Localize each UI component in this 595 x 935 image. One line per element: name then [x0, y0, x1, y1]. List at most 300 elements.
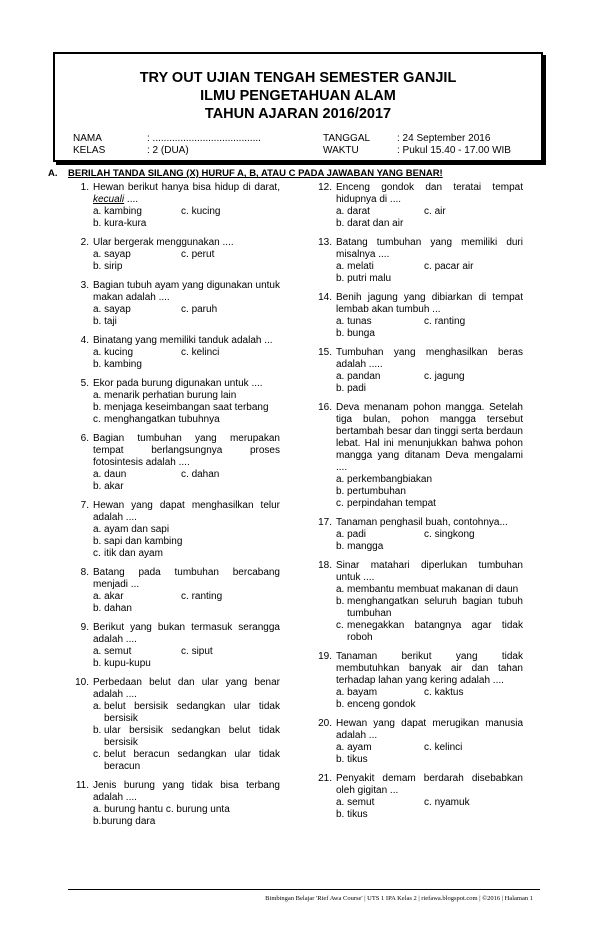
option-text: ranting — [434, 316, 466, 327]
question-number: 17. — [318, 517, 332, 528]
question-stem — [313, 347, 523, 371]
option-c[interactable] — [336, 498, 523, 510]
option-text: padi — [347, 529, 367, 540]
option-label: a. — [336, 742, 348, 753]
option-c[interactable] — [93, 414, 280, 426]
question-text-part: .... — [124, 194, 139, 205]
option-c[interactable] — [424, 529, 475, 541]
option-b[interactable] — [336, 218, 403, 230]
option-text: kupu-kupu — [104, 658, 151, 669]
option-row — [93, 481, 280, 493]
question-stem — [70, 622, 280, 646]
option-label: b. — [93, 536, 102, 547]
question-item — [70, 780, 280, 828]
answer-options — [313, 584, 523, 644]
option-text: pacar air — [434, 261, 474, 272]
option-label: c. — [336, 620, 344, 631]
answer-options — [313, 371, 523, 395]
option-label: b. — [336, 486, 345, 497]
option-text: darat — [347, 206, 370, 217]
option-text: tunas — [347, 316, 372, 327]
question-text: Berikut yang bukan termasuk serangga adalah .... — [93, 622, 280, 645]
option-text: perkembangbiakan — [347, 474, 433, 485]
option-label: b. — [336, 383, 348, 394]
option-row — [336, 809, 523, 821]
question-number: 12. — [318, 182, 332, 193]
option-text: menegakkan batangnya agar tidak roboh — [347, 620, 523, 643]
option-c[interactable] — [93, 749, 280, 773]
option-label: b. — [336, 218, 348, 229]
question-number: 9. — [80, 622, 89, 633]
option-text: paruh — [191, 304, 218, 315]
tanggal-value: : 24 September 2016 — [397, 133, 491, 144]
question-text: Batang pada tumbuhan bercabang menjadi ... — [93, 567, 280, 590]
question-stem — [313, 560, 523, 584]
option-row — [336, 273, 523, 285]
option-row — [93, 206, 280, 218]
option-label: c. — [181, 646, 192, 657]
option-b[interactable] — [93, 536, 280, 548]
option-label: b. — [93, 261, 105, 272]
option-label: c. — [424, 687, 435, 698]
option-text: akar — [104, 591, 124, 602]
option-label: b. — [336, 541, 348, 552]
option-text: itik dan ayam — [104, 548, 163, 559]
question-number: 5. — [80, 378, 89, 389]
option-row — [93, 603, 280, 615]
option-text: melati — [347, 261, 374, 272]
question-number: 1. — [80, 182, 89, 193]
option-c[interactable] — [336, 620, 523, 644]
option-a[interactable] — [336, 474, 523, 486]
question-text: Tanaman penghasil buah, contohnya... — [336, 517, 508, 528]
option-b[interactable] — [93, 218, 146, 230]
option-text: perpindahan tempat — [347, 498, 436, 509]
question-item — [70, 500, 280, 560]
option-text: pertumbuhan — [347, 486, 406, 497]
option-text: kucing — [104, 347, 134, 358]
option-row — [336, 316, 523, 328]
option-a[interactable] — [93, 646, 181, 658]
question-item — [313, 402, 523, 510]
option-text: ular bersisik sedangkan belut tidak bersisik — [104, 725, 280, 748]
option-label: a. — [336, 261, 348, 272]
option-row — [336, 371, 523, 383]
question-text: Hewan yang dapat merugikan manusia adalah ... — [336, 718, 523, 741]
option-label: b. — [336, 328, 348, 339]
option-text: kura-kura — [104, 218, 147, 229]
option-label: a. — [93, 304, 105, 315]
answer-options — [70, 206, 280, 230]
question-number: 10. — [75, 677, 89, 688]
question-text: Benih jagung yang dibiarkan di tempat lembab akan tumbuh ... — [336, 292, 523, 315]
option-text: membantu membuat makanan di daun — [347, 584, 519, 595]
option-c[interactable] — [181, 469, 219, 481]
section-instruction — [48, 168, 443, 180]
option-label: a. — [336, 474, 345, 485]
question-item — [313, 292, 523, 340]
question-item — [70, 237, 280, 273]
option-text: belut beracun sedangkan ular tidak beracun — [104, 749, 280, 772]
option-a[interactable] — [93, 469, 181, 481]
option-label: c. — [181, 591, 192, 602]
option-label: b. — [93, 481, 105, 492]
option-b[interactable] — [93, 658, 151, 670]
option-row — [93, 359, 280, 371]
question-text: Tumbuhan yang menghasilkan beras adalah ..... — [336, 347, 523, 370]
option-row — [336, 754, 523, 766]
option-label: a. — [93, 524, 102, 535]
question-stem — [70, 182, 280, 206]
question-item — [70, 335, 280, 371]
answer-options — [70, 469, 280, 493]
option-label: b. — [336, 754, 348, 765]
option-b[interactable] — [336, 754, 368, 766]
option-b[interactable] — [336, 699, 416, 711]
option-label: a. — [336, 584, 345, 595]
option-label: a. — [336, 371, 348, 382]
option-text: singkong — [434, 529, 475, 540]
option-label: a. — [336, 687, 348, 698]
option-text: jagung — [434, 371, 465, 382]
footer-divider — [68, 889, 540, 890]
option-label: b. — [336, 596, 345, 607]
option-b[interactable] — [336, 809, 368, 821]
option-text: ranting — [191, 591, 223, 602]
option-label: c. — [181, 206, 192, 217]
option-c[interactable] — [424, 371, 465, 383]
question-item — [70, 567, 280, 615]
option-label: b. — [93, 603, 105, 614]
option-text: mangga — [347, 541, 384, 552]
option-b[interactable] — [93, 603, 132, 615]
option-a[interactable] — [336, 797, 424, 809]
option-text: kambing — [104, 359, 142, 370]
header-box — [53, 52, 543, 162]
option-a[interactable] — [336, 687, 424, 699]
option-a[interactable] — [336, 529, 424, 541]
option-row — [93, 304, 280, 316]
question-text: Perbedaan belut dan ular yang benar adalah .... — [93, 677, 280, 700]
answer-options — [313, 261, 523, 285]
option-b[interactable] — [336, 383, 366, 395]
option-a[interactable] — [336, 371, 424, 383]
option-text: taji — [104, 316, 117, 327]
answer-options — [313, 474, 523, 510]
option-a[interactable] — [336, 742, 424, 754]
option-text: pandan — [347, 371, 381, 382]
option-text: belut bersisik sedangkan ular tidak bersisik — [104, 701, 280, 724]
option-label: c. — [424, 742, 435, 753]
question-stem — [313, 773, 523, 797]
option-c[interactable] — [424, 742, 462, 754]
option-text: tikus — [347, 754, 368, 765]
option-a[interactable] — [336, 584, 523, 596]
option-c[interactable] — [181, 206, 220, 218]
answer-options — [70, 390, 280, 426]
option-row — [336, 383, 523, 395]
question-item — [70, 182, 280, 230]
option-label: c. — [181, 304, 192, 315]
nama-field[interactable]: : ....................................... — [147, 133, 261, 144]
option-c[interactable] — [424, 261, 473, 273]
question-stem — [70, 237, 280, 249]
question-text: Ekor pada burung digunakan untuk .... — [93, 378, 263, 389]
option-b[interactable] — [336, 486, 523, 498]
option-label: a. — [93, 390, 102, 401]
option-b[interactable] — [93, 816, 280, 828]
option-a[interactable] — [93, 249, 181, 261]
option-a[interactable] — [336, 316, 424, 328]
answer-options — [313, 797, 523, 821]
question-stem — [313, 237, 523, 261]
option-a[interactable] — [336, 261, 424, 273]
option-row — [93, 218, 280, 230]
answer-options — [313, 529, 523, 553]
question-text — [93, 182, 280, 206]
option-label: c. — [424, 371, 435, 382]
answer-options — [70, 524, 280, 560]
option-row — [336, 742, 523, 754]
option-c[interactable] — [181, 591, 222, 603]
option-c[interactable] — [181, 249, 214, 261]
option-text: menghangatkan tubuhnya — [104, 414, 220, 425]
option-row — [336, 699, 523, 711]
option-a[interactable] — [93, 390, 280, 402]
option-text: sirip — [104, 261, 123, 272]
option-b[interactable] — [93, 481, 124, 493]
question-number: 3. — [80, 280, 89, 291]
question-text: Deva menanam pohon mangga. Setelah tiga bulan, pohon mangga tersebut bertambah besar dan tinggi serta berdaun lebat. Hal ini menunjukkan bahwa pohon mangga yang ditanam Deva mengalami .... — [336, 402, 523, 473]
option-text: ayam — [347, 742, 372, 753]
question-item — [313, 651, 523, 711]
option-text: perut — [191, 249, 215, 260]
answer-options — [70, 249, 280, 273]
option-row — [93, 658, 280, 670]
question-item — [70, 622, 280, 670]
tanggal-label: TANGGAL — [323, 133, 371, 144]
option-text: akar — [104, 481, 124, 492]
question-item — [70, 677, 280, 773]
question-stem — [70, 677, 280, 701]
option-c[interactable] — [424, 797, 470, 809]
question-number: 19. — [318, 651, 332, 662]
option-b[interactable] — [336, 273, 391, 285]
option-label: b. — [336, 273, 348, 284]
answer-options — [313, 316, 523, 340]
option-label: b. — [93, 316, 105, 327]
question-text: Sinar matahari diperlukan tumbuhan untuk .... — [336, 560, 523, 583]
subject-title: ILMU PENGETAHUAN ALAM — [200, 88, 396, 104]
option-label: c. — [93, 749, 101, 760]
option-text: darat dan air — [347, 218, 404, 229]
question-item — [313, 517, 523, 553]
option-c[interactable] — [181, 646, 213, 658]
question-text-emphasis: kecuali — [93, 194, 125, 205]
question-text: Penyakit demam berdarah disebabkan oleh gigitan ... — [336, 773, 523, 796]
question-item — [70, 378, 280, 426]
question-text: Ular bergerak menggunakan .... — [93, 237, 234, 248]
option-text: semut — [347, 797, 375, 808]
answer-options — [313, 206, 523, 230]
option-label: a. — [336, 206, 348, 217]
option-text: sayap — [104, 304, 131, 315]
answer-options — [70, 304, 280, 328]
answer-options — [313, 742, 523, 766]
option-row — [336, 541, 523, 553]
answer-options — [70, 701, 280, 773]
option-row — [93, 261, 280, 273]
answer-options — [70, 591, 280, 615]
option-text: tikus — [347, 809, 368, 820]
option-text: semut — [104, 646, 132, 657]
option-a[interactable] — [336, 206, 424, 218]
option-label: a. — [93, 249, 105, 260]
question-item — [313, 560, 523, 644]
option-row[interactable]: a. burung hantu c. burung unta — [93, 804, 230, 815]
option-row — [93, 591, 280, 603]
option-text: kaktus — [434, 687, 464, 698]
question-stem — [70, 500, 280, 524]
option-label: b. — [336, 699, 348, 710]
waktu-value: : Pukul 15.40 - 17.00 WIB — [397, 145, 511, 156]
student-info — [73, 133, 547, 157]
option-text: menghangatkan seluruh bagian tubuh tumbuhan — [347, 596, 523, 619]
option-c[interactable] — [181, 347, 219, 359]
question-number: 16. — [318, 402, 332, 413]
option-label: a. — [336, 316, 348, 327]
option-c[interactable] — [424, 687, 463, 699]
question-stem — [313, 402, 523, 474]
question-column-right — [313, 182, 523, 828]
option-text: siput — [191, 646, 213, 657]
question-item — [70, 433, 280, 493]
answer-options — [70, 347, 280, 371]
kelas-label: KELAS — [73, 145, 106, 156]
option-text: daun — [104, 469, 127, 480]
question-text: Bagian tumbuhan yang merupakan tempat berlangsungnya proses fotosintesis adalah .... — [93, 433, 280, 468]
question-number: 18. — [318, 560, 332, 571]
option-label: a. — [93, 591, 105, 602]
option-row — [336, 328, 523, 340]
option-b[interactable] — [93, 316, 117, 328]
option-b[interactable] — [93, 402, 280, 414]
page-footer: Bimbingan Belajar 'Rief Awa Course' | UTS 1 IPA Kelas 2 | riefawa.blogspot.com | ©2016 | Halaman 1 — [265, 895, 533, 902]
option-c[interactable] — [181, 304, 217, 316]
option-label: c. — [93, 548, 101, 559]
option-a[interactable] — [93, 304, 181, 316]
option-row — [336, 797, 523, 809]
option-text: enceng gondok — [347, 699, 416, 710]
option-c[interactable] — [424, 316, 465, 328]
question-text: Tanaman berikut yang tidak membutuhkan banyak air dan tahan terhadap lahan yang kering adalah .... — [336, 651, 523, 686]
option-label: b. — [93, 402, 102, 413]
option-row — [93, 347, 280, 359]
option-label: c. — [181, 347, 192, 358]
option-label: a. — [93, 701, 102, 712]
option-c[interactable] — [93, 548, 280, 560]
question-stem — [313, 517, 523, 529]
answer-options — [70, 646, 280, 670]
question-stem — [313, 182, 523, 206]
option-label: b. — [93, 218, 105, 229]
option-label: c. — [424, 261, 435, 272]
question-number: 11. — [75, 780, 89, 791]
option-row — [93, 316, 280, 328]
question-number: 20. — [318, 718, 332, 729]
option-label: a. — [93, 206, 105, 217]
option-a[interactable] — [93, 347, 181, 359]
option-text: dahan — [104, 603, 132, 614]
option-b[interactable] — [336, 328, 375, 340]
option-label: c. — [424, 797, 435, 808]
option-row — [336, 261, 523, 273]
option-row — [336, 687, 523, 699]
question-text: Batang tumbuhan yang memiliki duri misalnya .... — [336, 237, 523, 260]
option-text: kucing — [191, 206, 221, 217]
option-text: kelinci — [434, 742, 463, 753]
option-label: a. — [93, 646, 105, 657]
option-b[interactable] — [93, 261, 122, 273]
question-stem — [313, 651, 523, 687]
option-label: b. — [93, 816, 102, 827]
answer-options — [70, 804, 280, 828]
question-item — [70, 280, 280, 328]
option-label: b. — [93, 658, 105, 669]
option-a[interactable] — [93, 524, 280, 536]
option-label: c. — [424, 316, 435, 327]
option-text: ayam dan sapi — [104, 524, 170, 535]
option-label: a. — [93, 347, 105, 358]
section-letter: A. — [48, 168, 58, 179]
option-a[interactable] — [93, 591, 181, 603]
option-text: menarik perhatian burung lain — [104, 390, 237, 401]
option-a[interactable] — [93, 701, 280, 725]
question-item — [313, 773, 523, 821]
option-label: c. — [181, 469, 192, 480]
option-text: dahan — [191, 469, 220, 480]
question-text: Hewan yang dapat menghasilkan telur adalah .... — [93, 500, 280, 523]
option-text: kelinci — [191, 347, 220, 358]
question-stem — [70, 780, 280, 804]
option-b[interactable] — [336, 596, 523, 620]
exam-title: TRY OUT UJIAN TENGAH SEMESTER GANJIL — [139, 70, 457, 86]
option-text: burung dara — [101, 816, 156, 827]
option-b[interactable] — [336, 541, 383, 553]
option-b[interactable] — [93, 359, 142, 371]
option-row — [93, 469, 280, 481]
nama-label: NAMA — [73, 133, 102, 144]
option-text: padi — [347, 383, 367, 394]
option-c[interactable] — [424, 206, 446, 218]
question-number: 6. — [80, 433, 89, 444]
question-stem — [70, 280, 280, 304]
option-row — [93, 249, 280, 261]
question-number: 13. — [318, 237, 332, 248]
option-label: a. — [336, 797, 348, 808]
section-text: BERILAH TANDA SILANG (X) HURUF A, B, ATAU C PADA JAWABAN YANG BENAR! — [68, 168, 443, 179]
option-text: bayam — [347, 687, 378, 698]
option-label: a. — [336, 529, 348, 540]
option-label: b. — [93, 725, 102, 736]
kelas-value: : 2 (DUA) — [147, 145, 189, 156]
option-b[interactable] — [93, 725, 280, 749]
option-a[interactable] — [93, 206, 181, 218]
option-label: c. — [336, 498, 344, 509]
option-text: sayap — [104, 249, 131, 260]
question-item — [313, 182, 523, 230]
option-text: sapi dan kambing — [104, 536, 183, 547]
